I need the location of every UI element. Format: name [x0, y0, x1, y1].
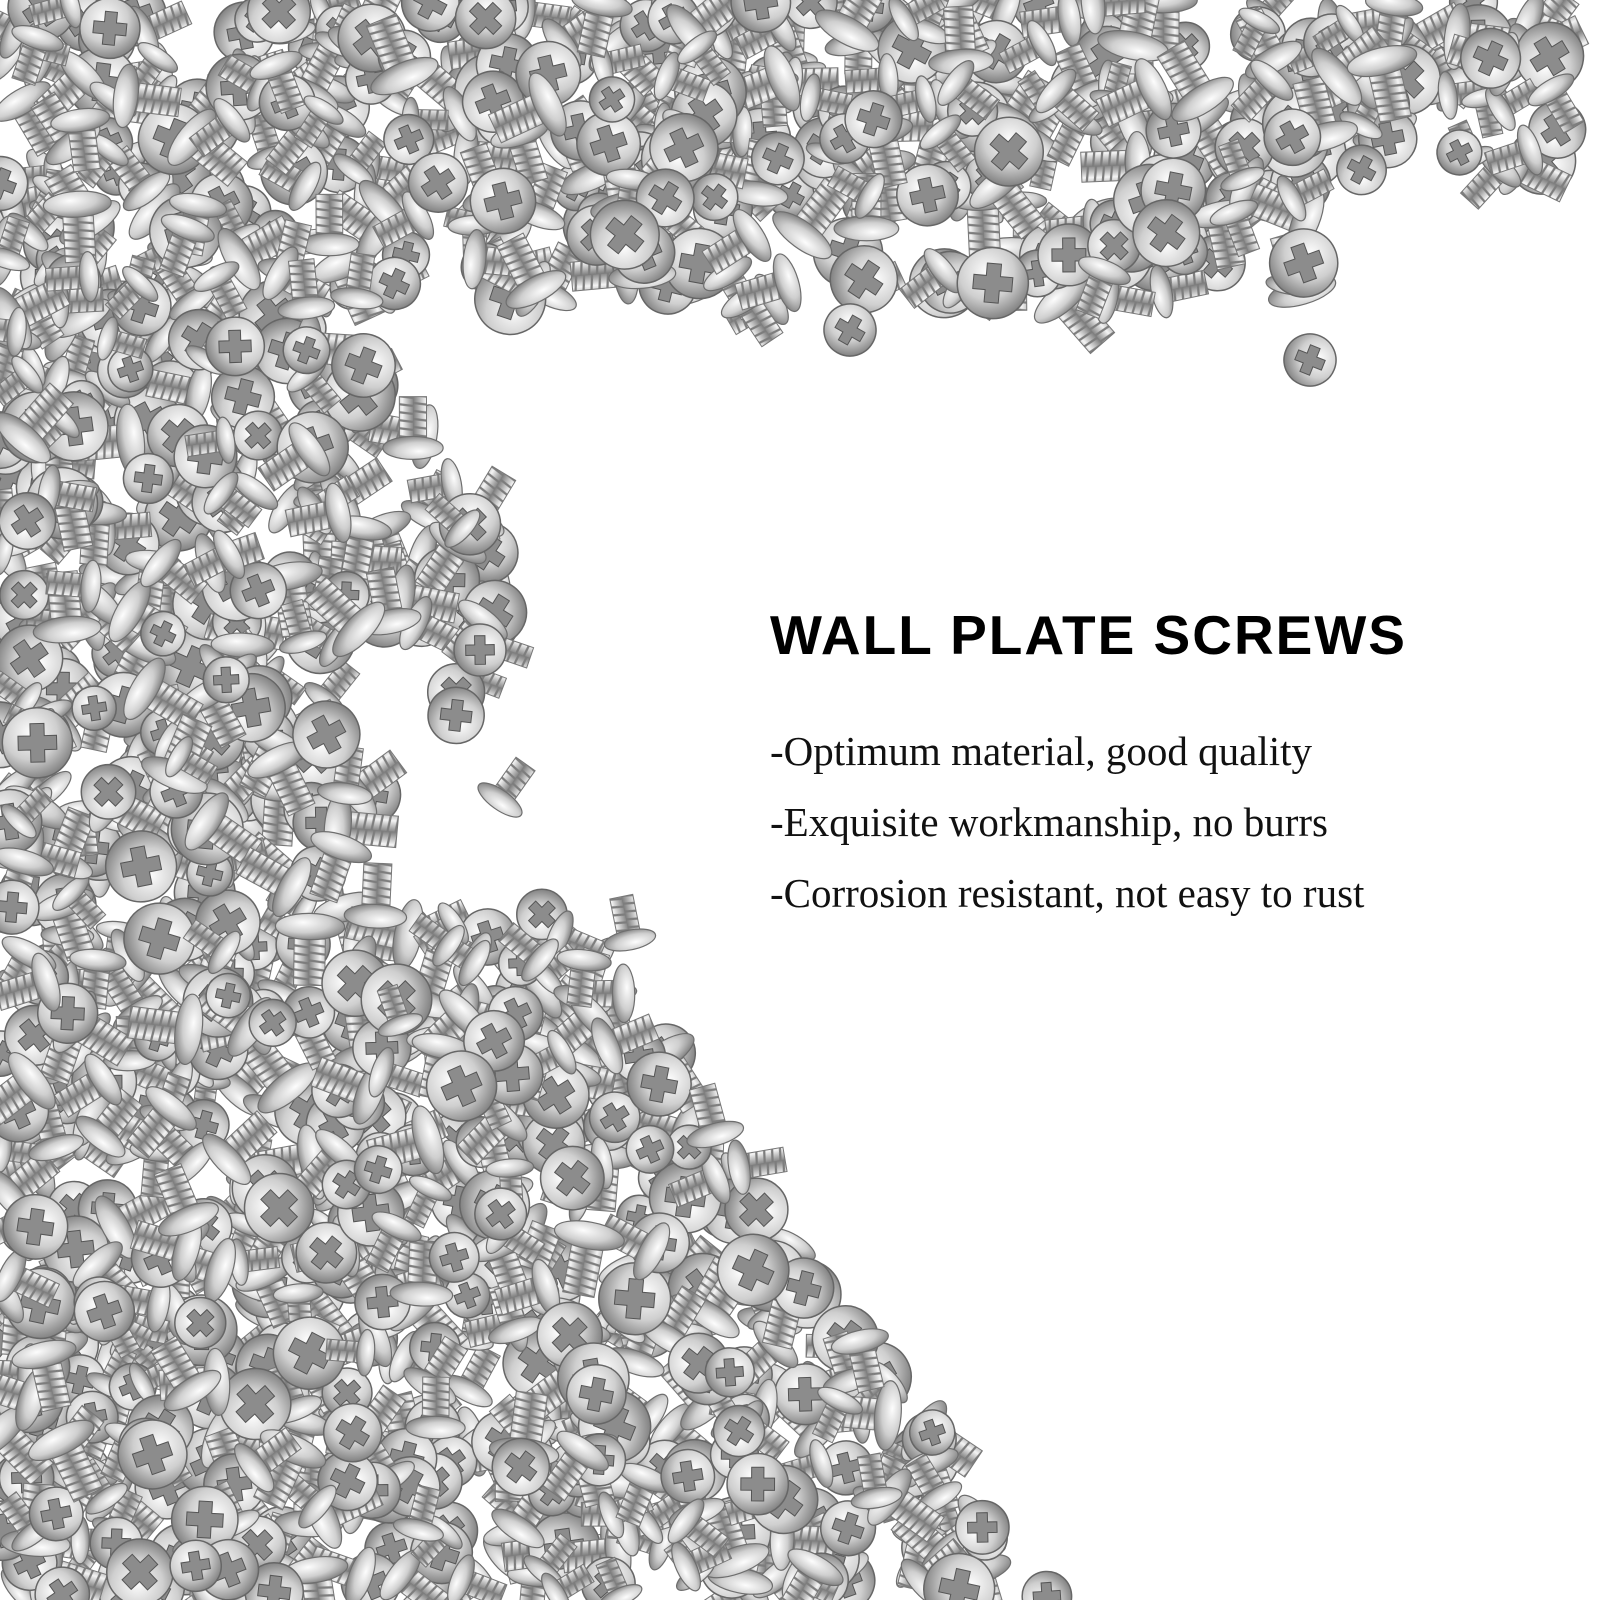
- product-info-panel: [770, 605, 1570, 929]
- screw: [596, 892, 658, 955]
- feature-item: -Optimum material, good quality: [770, 727, 1313, 774]
- screw: [1276, 326, 1344, 394]
- product-title: WALL PLATE SCREWS: [770, 604, 1407, 666]
- screw: [727, 1453, 789, 1515]
- screw: [1, 707, 73, 779]
- screw: [454, 624, 507, 677]
- screw: [1021, 1570, 1073, 1600]
- screw: [473, 749, 547, 823]
- feature-item: -Exquisite workmanship, no burrs: [770, 798, 1328, 845]
- screw: [955, 1500, 1010, 1555]
- screw: [205, 316, 265, 376]
- feature-item: -Corrosion resistant, not easy to rust: [770, 869, 1365, 916]
